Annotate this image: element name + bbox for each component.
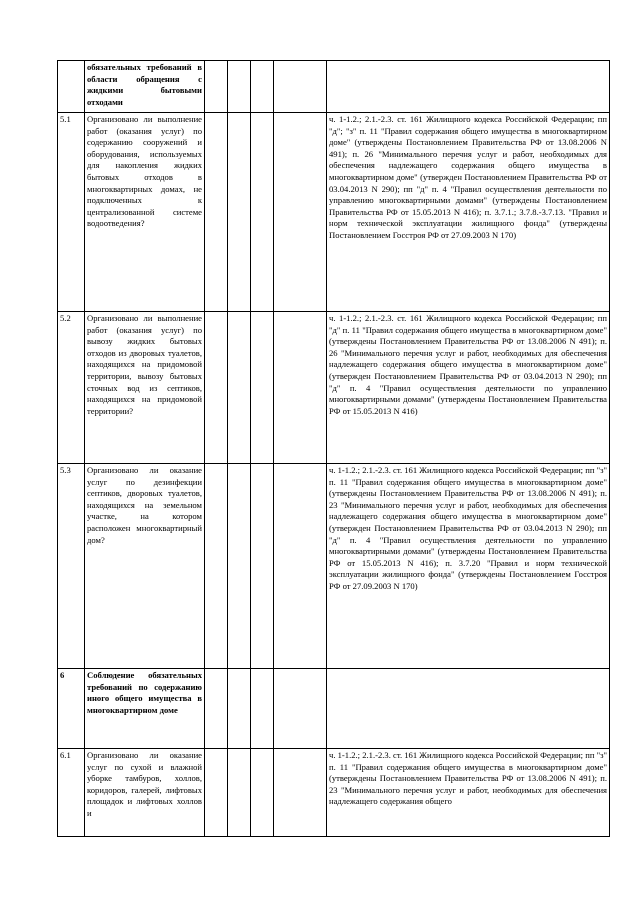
legal-reference: ч. 1-1.2.; 2.1.-2.3. ст. 161 Жилищного кодекса Российской Федерации; пп "з" п. 11 "Правил содержания общего имущества в многоквартирном доме" (утверждены Постановлением Правительства РФ от 13.08.2006 N 491); п. 23 "Минимального перечня услуг и работ, необходимых для обеспечения надлежащего содержания общего имущества в многоквартирном доме" (утвержден Постановлением Правительства РФ от 03.04.2013 N 290); пп "д" п. 4 "Правил осуществления деятельности по управлению многоквартирными домами" (утверждены Постановлением Правительства РФ от 15.05.2013 N 416); п. 3.7.20 "Правил и норм технической эксплуатации жилищного фонда" (утверждены Постановлением Госстроя РФ от 27.09.2003 N 170): [327, 464, 610, 669]
table-row: [58, 312, 610, 464]
answer-yes-cell: [205, 464, 228, 669]
requirement-text: Организовано ли оказание услуг по сухой и влажной уборке тамбуров, холлов, коридоров, галерей, лифтовых площадок и лифтовых холлов и: [85, 749, 205, 837]
table-row: [58, 669, 610, 749]
row-number: [58, 61, 85, 113]
row-number: 5.1: [58, 113, 85, 312]
note-cell: [274, 61, 327, 113]
answer-no-cell: [228, 113, 251, 312]
answer-no-cell: [228, 312, 251, 464]
table-row: [58, 61, 610, 113]
answer-yes-cell: [205, 61, 228, 113]
requirement-text: Организовано ли выполнение работ (оказания услуг) по вывозу жидких бытовых отходов из дворовых туалетов, находящихся на придомовой территории, вывозу бытовых сточных вод из септиков, находящихся на придомовой территории?: [85, 312, 205, 464]
legal-reference: ч. 1-1.2.; 2.1.-2.3. ст. 161 Жилищного кодекса Российской Федерации; пп "д"; "з" п. 11 "Правил содержания общего имущества в многоквартирном доме" (утверждены Постановлением Правительства РФ от 13.08.2006 N 491); п. 26 "Минимального перечня услуг и работ, необходимых для обеспечения надлежащего содержания общего имущества в многоквартирном доме" (утвержден Постановлением Правительства РФ от 03.04.2013 N 290); пп "д" п. 4 "Правил осуществления деятельности по управлению многоквартирными домами" (утверждены Постановлением Правительства РФ от 15.05.2013 N 416); п. 3.7.1.; 3.7.8.-3.7.13. "Правил и норм технической эксплуатации жилищного фонда" (утверждены Постановлением Госстроя РФ от 27.09.2003 N 170): [327, 113, 610, 312]
table-row: [58, 464, 610, 669]
legal-reference: [327, 61, 610, 113]
row-number: 5.2: [58, 312, 85, 464]
note-cell: [274, 312, 327, 464]
answer-na-cell: [251, 113, 274, 312]
answer-na-cell: [251, 749, 274, 837]
note-cell: [274, 749, 327, 837]
answer-no-cell: [228, 669, 251, 749]
table-row: [58, 749, 610, 837]
note-cell: [274, 464, 327, 669]
answer-na-cell: [251, 61, 274, 113]
answer-no-cell: [228, 61, 251, 113]
table-row: [58, 113, 610, 312]
requirement-text: Организовано ли оказание услуг по дезинфекции септиков, дворовых туалетов, находящихся на земельном участке, на котором расположен многоквартирный дом?: [85, 464, 205, 669]
answer-na-cell: [251, 464, 274, 669]
note-cell: [274, 669, 327, 749]
answer-yes-cell: [205, 312, 228, 464]
answer-yes-cell: [205, 749, 228, 837]
note-cell: [274, 113, 327, 312]
section-number: 6: [58, 669, 85, 749]
section-title: Соблюдение обязательных требований по содержанию иного общего имущества в многоквартирном доме: [85, 669, 205, 749]
answer-no-cell: [228, 749, 251, 837]
answer-no-cell: [228, 464, 251, 669]
answer-yes-cell: [205, 113, 228, 312]
legal-reference: [327, 669, 610, 749]
requirement-text: Организовано ли выполнение работ (оказания услуг) по содержанию сооружений и оборудования, используемых для накопления жидких бытовых отходов в многоквартирных домах, не подключенных к централизованной системе водоотведения?: [85, 113, 205, 312]
legal-reference: ч. 1-1.2.; 2.1.-2.3. ст. 161 Жилищного кодекса Российской Федерации; пп "з" п. 11 "Правил содержания общего имущества в многоквартирном доме" (утверждены Постановлением Правительства РФ от 13.08.2006 N 491); п. 23 "Минимального перечня услуг и работ, необходимых для обеспечения надлежащего содержания общего: [327, 749, 610, 837]
requirement-text: обязательных требований в области обращения с жидкими бытовыми отходами: [85, 61, 205, 113]
answer-na-cell: [251, 669, 274, 749]
answer-yes-cell: [205, 669, 228, 749]
answer-na-cell: [251, 312, 274, 464]
legal-reference: ч. 1-1.2.; 2.1.-2.3. ст. 161 Жилищного кодекса Российской Федерации; пп "д" п. 11 "Правил содержания общего имущества в многоквартирном доме" (утверждены Постановлением Правительства РФ от 13.08.2006 N 491); п. 26 "Минимального перечня услуг и работ, необходимых для обеспечения надлежащего содержания общего имущества в многоквартирном доме" (утвержден Постановлением Правительства РФ от 03.04.2013 N 290); пп "д" п. 4 "Правил осуществления деятельности по управлению многоквартирными домами" (утверждены Постановлением Правительства РФ от 15.05.2013 N 416): [327, 312, 610, 464]
row-number: 6.1: [58, 749, 85, 837]
checklist-table: [57, 60, 610, 837]
row-number: 5.3: [58, 464, 85, 669]
